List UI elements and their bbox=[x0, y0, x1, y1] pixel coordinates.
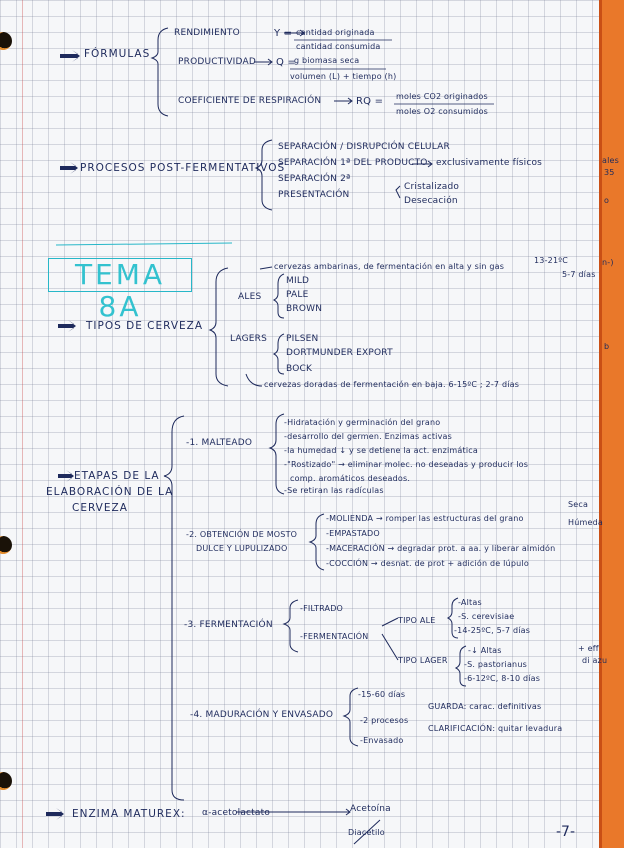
ale-type: MILD bbox=[286, 276, 310, 286]
post-ferment-heading: PROCESOS POST-FERMENTATIVOS bbox=[80, 162, 286, 174]
fermentacion-item: -FERMENTACIÓN bbox=[300, 632, 369, 641]
binder-hole bbox=[0, 32, 12, 50]
post-ferment-item: SEPARACIÓN 2ª bbox=[278, 174, 351, 184]
formula-numerator-respiracion: moles CO2 originados bbox=[396, 92, 488, 101]
enzima-label: ENZIMA MATUREX: bbox=[72, 808, 186, 820]
mosto-item: -MOLIENDA → romper las estructuras del grano bbox=[326, 514, 524, 523]
maduracion-item: -Envasado bbox=[360, 736, 404, 745]
lager-type: BOCK bbox=[286, 364, 313, 374]
enzima-substrate: α-acetolactato bbox=[202, 808, 271, 818]
maduracion-item: -2 procesos bbox=[360, 716, 409, 725]
folder-edge bbox=[602, 0, 624, 848]
margin-note: b bbox=[604, 342, 610, 351]
margin-line bbox=[22, 0, 23, 848]
formula-denominator-productividad: volumen (L) + tiempo (h) bbox=[290, 72, 397, 81]
malteado-label: -1. MALTEADO bbox=[186, 438, 253, 448]
margin-note: n-) bbox=[602, 258, 614, 267]
presentation-option: Desecación bbox=[404, 196, 458, 206]
tipo-lager-side-note: di azu bbox=[582, 656, 608, 665]
tipo-lager-item: -↓ Altas bbox=[468, 646, 502, 655]
mosto-item: -EMPASTADO bbox=[326, 529, 380, 538]
ale-type: PALE bbox=[286, 290, 309, 300]
fermentacion-item: -FILTRADO bbox=[300, 604, 344, 613]
malteado-item: comp. aromáticos deseados. bbox=[290, 474, 411, 483]
lager-type: DORTMUNDER EXPORT bbox=[286, 348, 393, 358]
lagers-description: cervezas doradas de fermentación en baja. 6-15ºC ; 2-7 días bbox=[264, 380, 520, 389]
formula-symbol-y: Y = bbox=[274, 28, 293, 39]
tipos-heading: TIPOS DE CERVEZA bbox=[86, 320, 204, 332]
malteado-item: -"Rostizado" → eliminar molec. no deseadas y producir los bbox=[284, 460, 529, 469]
post-ferment-item: PRESENTACIÓN bbox=[278, 190, 350, 200]
fermentacion-label: -3. FERMENTACIÓN bbox=[184, 620, 273, 630]
margin-note: ales bbox=[602, 156, 620, 165]
maduracion-process: CLARIFICACIÓN: quitar levadura bbox=[428, 724, 563, 733]
etapas-heading: ELABORACIÓN DE LA bbox=[46, 486, 174, 498]
maduracion-label: -4. MADURACIÓN Y ENVASADO bbox=[190, 710, 334, 720]
tipo-lager-item: -6-12ºC, 8-10 días bbox=[464, 674, 541, 683]
malteado-item: -Se retiran las radículas bbox=[284, 486, 384, 495]
margin-note: 35 bbox=[604, 168, 615, 177]
formula-denominator-rendimiento: cantidad consumida bbox=[296, 42, 381, 51]
binder-hole bbox=[0, 772, 12, 790]
ales-temperature: 13-21ºC bbox=[534, 256, 569, 265]
ales-label: ALES bbox=[238, 292, 262, 302]
presentation-option: Cristalizado bbox=[404, 182, 460, 192]
formula-name-rendimiento: RENDIMIENTO bbox=[174, 28, 240, 38]
post-ferment-item: SEPARACIÓN / DISRUPCIÓN CELULAR bbox=[278, 142, 450, 152]
post-ferment-item: SEPARACIÓN 1ª DEL PRODUCTO bbox=[278, 158, 428, 168]
maduracion-item: -15-60 días bbox=[358, 690, 406, 699]
formula-numerator-productividad: g biomasa seca bbox=[294, 56, 360, 65]
tipo-ale-item: -S. cerevisiae bbox=[458, 612, 515, 621]
malteado-item: -Hidratación y germinación del grano bbox=[284, 418, 441, 427]
post-ferment-note: exclusivamente físicos bbox=[436, 158, 543, 168]
formula-numerator-rendimiento: cantidad originada bbox=[296, 28, 375, 37]
tipo-ale-item: -14-25ºC, 5-7 días bbox=[454, 626, 531, 635]
mosto-item: -COCCIÓN → desnat. de prot + adición de lúpulo bbox=[326, 559, 529, 568]
formula-name-respiracion: COEFICIENTE DE RESPIRACIÓN bbox=[178, 96, 322, 106]
ales-description: cervezas ambarinas, de fermentación en alta y sin gas bbox=[274, 262, 505, 271]
tipo-ale-item: -Altas bbox=[458, 598, 482, 607]
etapas-heading: ETAPAS DE LA bbox=[74, 470, 160, 482]
maduracion-process: GUARDA: carac. definitivas bbox=[428, 702, 542, 711]
enzima-product: Acetoína bbox=[350, 804, 391, 814]
ale-type: BROWN bbox=[286, 304, 323, 314]
formula-denominator-respiracion: moles O2 consumidos bbox=[396, 107, 489, 116]
binder-hole bbox=[0, 536, 12, 554]
formulas-heading: FÓRMULAS bbox=[84, 48, 151, 60]
page-title: TEMA 8A bbox=[48, 258, 192, 292]
tipo-lager-item: -S. pastorianus bbox=[464, 660, 527, 669]
mosto-label: -2. OBTENCIÓN DE MOSTO bbox=[186, 530, 298, 539]
molienda-option: Húmeda bbox=[568, 518, 603, 527]
molienda-option: Seca bbox=[568, 500, 589, 509]
mosto-item: -MACERACIÓN → degradar prot. a aa. y liberar almidón bbox=[326, 544, 556, 553]
malteado-item: -la humedad ↓ y se detiene la act. enzimática bbox=[284, 446, 478, 455]
malteado-item: -desarrollo del germen. Enzimas activas bbox=[284, 432, 452, 441]
ales-duration: 5-7 días bbox=[562, 270, 596, 279]
page-number: -7- bbox=[556, 824, 576, 840]
formula-name-productividad: PRODUCTIVIDAD bbox=[178, 57, 256, 67]
formula-symbol-q: Q = bbox=[276, 57, 297, 68]
margin-note: o bbox=[604, 196, 610, 205]
tipo-lager-label: TIPO LAGER bbox=[398, 656, 448, 665]
enzima-crossed-out: Diacetilo bbox=[348, 828, 385, 837]
mosto-label: DULCE Y LUPULIZADO bbox=[196, 544, 288, 553]
lager-type: PILSEN bbox=[286, 334, 319, 344]
etapas-heading: CERVEZA bbox=[72, 502, 128, 514]
lagers-label: LAGERS bbox=[230, 334, 268, 344]
tipo-lager-side-note: + eff bbox=[578, 644, 599, 653]
formula-symbol-rq: RQ = bbox=[356, 96, 384, 107]
tipo-ale-label: TIPO ALE bbox=[398, 616, 436, 625]
